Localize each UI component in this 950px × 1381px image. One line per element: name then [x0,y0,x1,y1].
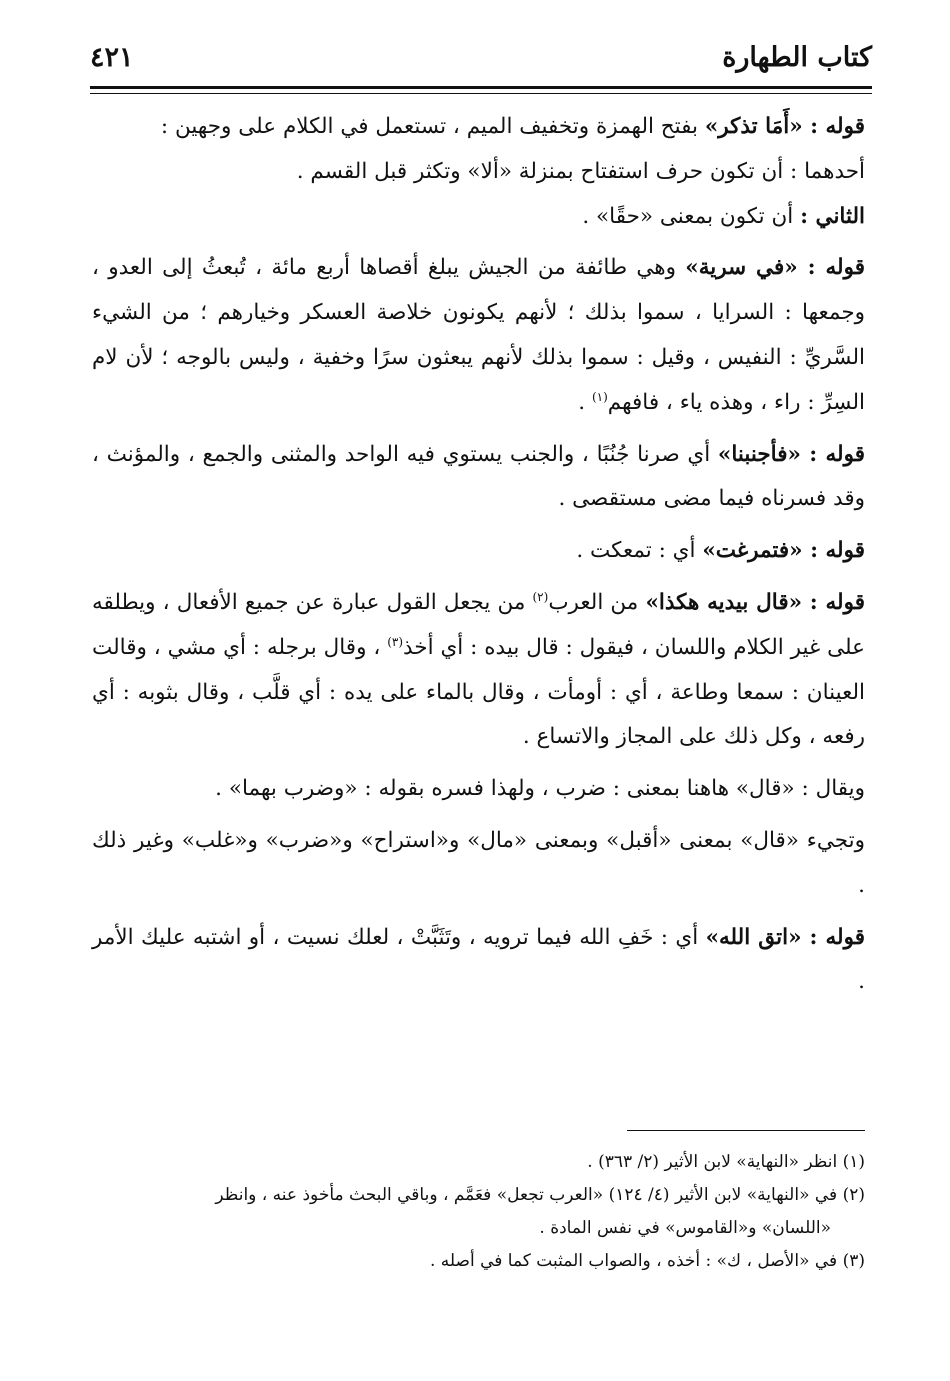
footnote-ref[interactable]: (٣) [387,634,404,649]
footnote: (١) انظر «النهاية» لابن الأثير (٢/ ٣٦٣) . [587,1152,865,1172]
footnote: (٣) في «الأصل ، ك» : أخذه ، والصواب المثبت كما في أصله . [429,1251,865,1271]
entry-lead: قوله : «في سرية» [685,255,865,281]
entry-text: أي : تمعكت . [576,538,703,564]
paragraph [92,819,865,909]
footnote-ref[interactable]: (١) [591,389,608,404]
entry-text: أحدهما : أن تكون حرف استفتاح بمنزلة «ألا» وتكثر قبل القسم . [296,158,865,184]
footnote-separator [627,1130,865,1131]
entry-text: وتجيء «قال» بمعنى «أقبل» وبمعنى «مال» و«استراح» و«ضرب» و«غلب» وغير ذلك . [92,827,865,898]
paragraph [92,581,865,760]
paragraph [92,916,865,1006]
entry-lead: قوله : «قال بيديه هكذا» [645,589,865,615]
entry-text: أي صرنا جُنُبًا ، والجنب يستوي فيه الواحد والمثنى والجمع ، والمؤنث ، وقد فسرناه فيما مضى مستقصى . [92,441,865,512]
entry-lead: قوله : «فأجنبنا» [717,441,865,467]
entry-lead: الثاني : [800,203,865,229]
entry-text: من يجعل القول عبارة عن جميع الأفعال ، ويطلقه على غير الكلام واللسان ، فيقول : قال بيده : أي أخذ [92,589,866,660]
entry-text: من العرب [548,589,646,615]
header-rule-thin [90,93,872,94]
footnote: (٢) في «النهاية» لابن الأثير (٤/ ١٢٤) «العرب تجعل» فعَمَّم ، وباقي البحث مأخوذ عنه ، وانظر [215,1185,865,1205]
paragraph [92,105,865,239]
footnote-continuation: «اللسان» و«القاموس» في نفس المادة . [539,1218,831,1238]
main-text [92,105,865,1012]
entry-text: أن تكون بمعنى «حقًا» . [582,203,801,229]
paragraph [92,246,865,425]
entry-text: وهي طائفة من الجيش يبلغ أقصاها أربع مائة ، تُبعثُ إلى العدو ، وجمعها : السرايا ، سموا بذلك ؛ لأنهم يكونون خلاصة العسكر وخيارهم ؛ من الشيء السَّريِّ : النفيس ، وقيل : سموا بذلك لأنهم يبعثون سرًا وخفية ، وليس بالوجه ؛ لأن لام السِرِّ : راء ، وهذه ياء ، فافهم [92,255,865,415]
entry-lead: قوله : «أَمَا تذكر» [704,114,865,139]
paragraph [92,767,865,812]
entry-text: أي : خَفِ الله فيما ترويه ، وتَثَبَّتْ ، لعلك نسيت ، أو اشتبه عليك الأمر . [92,924,865,995]
entry-text: ويقال : «قال» هاهنا بمعنى : ضرب ، ولهذا فسره بقوله : «وضرب بهما» . [215,776,865,802]
entry-lead: قوله : «فتمرغت» [702,538,865,564]
footnotes [92,1146,865,1278]
entry-text: . [578,389,592,415]
footnote-ref[interactable]: (٢) [532,589,549,604]
header-rule-thick [90,86,872,89]
page-header [90,42,872,82]
entry-text: بفتح الهمزة وتخفيف الميم ، تستعمل في الكلام على وجهين : [160,114,705,139]
paragraph [92,433,865,523]
book-title: كتاب الطهارة [722,42,872,73]
entry-lead: قوله : «اتق الله» [705,924,865,950]
entry-text: ، وقال برجله : أي مشي ، وقالت العينان : سمعا وطاعة ، أي : أومأت ، وقال بالماء على يده : أي قلَّب ، وقال بثوبه : أي رفعه ، وكل ذلك على المجاز والاتساع . [92,634,865,750]
page-number: ٤٢١ [90,42,134,73]
paragraph [92,529,865,574]
